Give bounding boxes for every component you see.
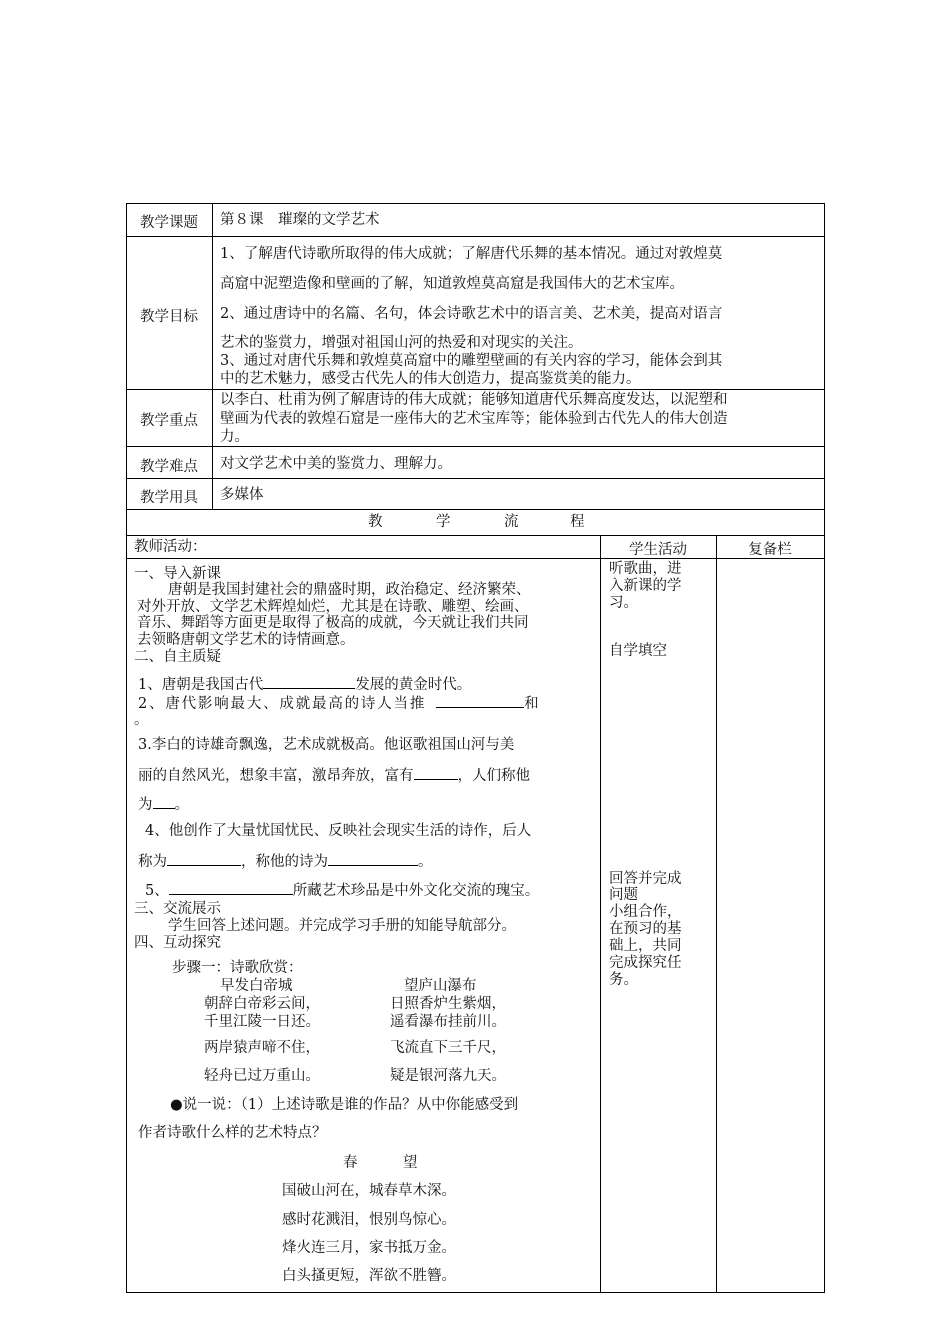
label-column-divider	[212, 203, 213, 509]
poem-line: 疑是银河落九天。	[390, 1068, 506, 1084]
section-title: 一、导入新课	[134, 566, 221, 582]
answer-blank[interactable]	[263, 674, 355, 689]
table-border-left	[126, 203, 127, 1293]
poem-title: 早发白帝城	[220, 978, 293, 994]
topic-value: 第８课 璀璨的文学艺术	[220, 212, 380, 228]
row-divider	[126, 389, 825, 390]
student-activity-line: 回答并完成	[609, 871, 682, 887]
notes-header: 复备栏	[748, 542, 792, 558]
student-activity-line: 入新课的学	[609, 578, 682, 594]
answer-blank[interactable]	[414, 765, 458, 780]
table-border-bottom	[126, 1292, 825, 1293]
answer-blank[interactable]	[153, 794, 175, 809]
goal-line: 中的艺术魅力，感受古代先人的伟大创造力，提高鉴赏美的能力。	[220, 371, 641, 387]
row-divider	[126, 535, 825, 536]
row-divider	[126, 509, 825, 510]
question-text: 5、	[145, 883, 169, 899]
student-activity-line: 习。	[609, 595, 638, 611]
student-column-divider	[600, 535, 601, 1293]
key-line: 力。	[220, 429, 249, 445]
student-activity-line: 自学填空	[609, 643, 667, 659]
table-border-right	[824, 203, 825, 1293]
step-one: 步骤一：诗歌欣赏：	[172, 960, 303, 976]
question-text: 为	[138, 797, 153, 813]
student-activity-line: 务。	[609, 972, 638, 988]
key-line: 以李白、杜甫为例了解唐诗的伟大成就；能够知道唐代乐舞高度发达，以泥塑和	[220, 392, 728, 408]
goal-line: 2、通过唐诗中的名篇、名句，体会诗歌艺术中的语言美、艺术美，提高对语言	[220, 306, 723, 322]
question-1	[138, 674, 471, 694]
poem-line: 日照香炉生紫烟，	[390, 996, 506, 1012]
teacher-activity-header: 教师活动：	[134, 539, 207, 555]
topic-label: 教学课题	[140, 215, 198, 231]
question-text: 2、唐代影响最大、成就最高的诗人当推	[138, 696, 427, 712]
question-3-line: 3.李白的诗雄奇飘逸，艺术成就极高。他讴歌祖国山河与美	[138, 737, 515, 753]
key-line: 壁画为代表的敦煌石窟是一座伟大的艺术宝库等；能体验到古代先人的伟大创造	[220, 411, 728, 427]
question-text: ，人们称他	[457, 768, 530, 784]
student-activity-line: 问题	[609, 887, 638, 903]
question-text: 。	[174, 797, 189, 813]
student-activity-header: 学生活动	[629, 542, 687, 558]
key-label: 教学重点	[140, 413, 198, 429]
goal-line: 3、通过对唐代乐舞和敦煌莫高窟中的雕塑壁画的有关内容的学习，能体会到其	[220, 353, 723, 369]
answer-blank[interactable]	[169, 880, 293, 895]
tools-label: 教学用具	[140, 490, 198, 506]
section-title: 三、交流展示	[134, 901, 221, 917]
poem-line: 烽火连三月，家书抵万金。	[282, 1240, 456, 1256]
student-activity-line: 础上，共同	[609, 938, 682, 954]
intro-line: 唐朝是我国封建社会的鼎盛时期，政治稳定、经济繁荣、	[168, 582, 531, 598]
intro-line: 对外开放、文学艺术辉煌灿烂，尤其是在诗歌、雕塑、绘画、	[137, 599, 529, 615]
notes-column-divider	[716, 535, 717, 1293]
question-4-line: 4、他创作了大量忧国忧民、反映社会现实生活的诗作，后人	[145, 823, 532, 839]
row-divider	[126, 446, 825, 447]
discussion-line: 作者诗歌什么样的艺术特点？	[138, 1125, 327, 1141]
poem-line: 感时花溅泪，恨别鸟惊心。	[282, 1212, 456, 1228]
poem-line: 朝辞白帝彩云间，	[204, 996, 320, 1012]
question-3-line	[138, 794, 189, 814]
goal-line: 高窟中泥塑造像和壁画的了解，知道敦煌莫高窟是我国伟大的艺术宝库。	[220, 276, 684, 292]
intro-line: 去领略唐朝文学艺术的诗情画意。	[137, 632, 355, 648]
question-4-line	[138, 851, 433, 871]
exchange-line: 学生回答上述问题。并完成学习手册的知能导航部分。	[168, 918, 516, 934]
flow-title-char: 学	[436, 514, 451, 530]
poem-line: 千里江陵一日还。	[204, 1014, 320, 1030]
student-activity-line: 听歌曲，进	[609, 561, 682, 577]
question-2-end: 。	[134, 712, 149, 728]
table-border-top	[126, 203, 825, 204]
poem-line: 两岸猿声啼不住，	[204, 1040, 320, 1056]
row-divider	[126, 236, 825, 237]
answer-blank[interactable]	[436, 693, 524, 708]
student-activity-line: 小组合作，	[609, 904, 682, 920]
difficulty-value: 对文学艺术中美的鉴赏力、理解力。	[220, 456, 452, 472]
poem-line: 飞流直下三千尺，	[390, 1040, 506, 1056]
question-text: 称为	[138, 854, 167, 870]
poem-title: 望庐山瀑布	[404, 978, 477, 994]
question-text: 发展的黄金时代。	[355, 677, 472, 693]
flow-title-char: 流	[504, 514, 519, 530]
question-5	[145, 880, 539, 900]
goal-line: 艺术的鉴赏力，增强对祖国山河的热爱和对现实的关注。	[220, 335, 583, 351]
question-text: 。	[418, 854, 433, 870]
row-divider	[126, 478, 825, 479]
discussion-line: ●说一说：（1）上述诗歌是谁的作品？从中你能感受到	[170, 1097, 519, 1113]
poem-line: 轻舟已过万重山。	[204, 1068, 320, 1084]
section-title: 二、自主质疑	[134, 649, 221, 665]
answer-blank[interactable]	[328, 851, 418, 866]
flow-title-char: 程	[570, 514, 585, 530]
goal-line: 1、了解唐代诗歌所取得的伟大成就；了解唐代乐舞的基本情况。通过对敦煌莫	[220, 246, 723, 262]
poem-line: 白头搔更短，浑欲不胜簪。	[282, 1268, 456, 1284]
question-text: 丽的自然风光，想象丰富，激昂奔放，富有	[138, 768, 414, 784]
poem-title-char: 春	[343, 1155, 358, 1171]
answer-blank[interactable]	[167, 851, 241, 866]
question-2	[138, 693, 540, 713]
question-text: 和	[524, 696, 541, 712]
tools-value: 多媒体	[220, 487, 264, 503]
student-activity-line: 完成探究任	[609, 955, 682, 971]
difficulty-label: 教学难点	[140, 459, 198, 475]
question-text: 1、唐朝是我国古代	[138, 677, 264, 693]
question-text: 所藏艺术珍品是中外文化交流的瑰宝。	[292, 883, 540, 899]
student-activity-line: 在预习的基	[609, 921, 682, 937]
goals-label: 教学目标	[140, 309, 198, 325]
flow-title-char: 教	[368, 514, 383, 530]
poem-title-char: 望	[403, 1155, 418, 1171]
section-title: 四、互动探究	[134, 935, 221, 951]
question-text: ，称他的诗为	[241, 854, 328, 870]
poem-line: 遥看瀑布挂前川。	[390, 1014, 506, 1030]
question-3-line	[138, 765, 530, 785]
intro-line: 音乐、舞蹈等方面更是取得了极高的成就，今天就让我们共同	[137, 615, 529, 631]
poem-line: 国破山河在，城春草木深。	[282, 1183, 456, 1199]
